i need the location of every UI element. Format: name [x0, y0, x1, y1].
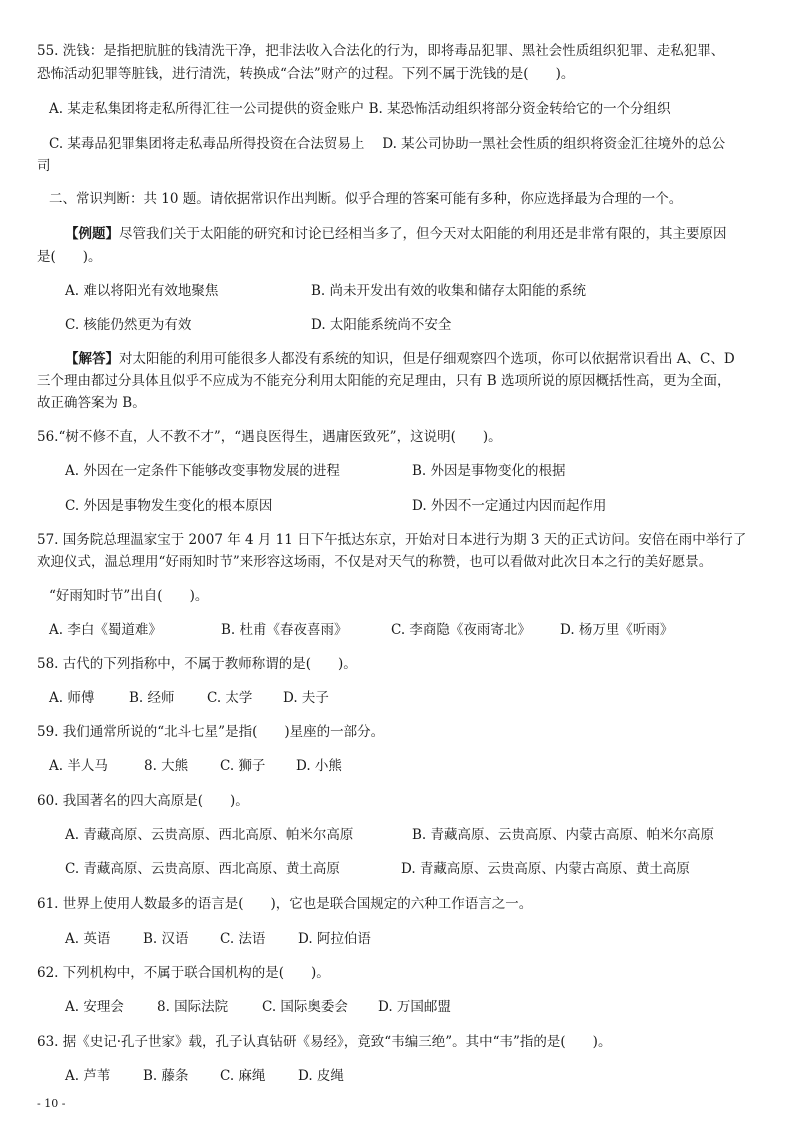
q60-option-d: D. 青藏高原、云贵高原、内蒙古高原、黄土高原 — [401, 861, 690, 877]
q57-stem-line1: 57. 国务院总理温家宝于 2007 年 4 月 11 日下午抵达东京，开始对日本进行为期 3 天的正式访问。安倍在雨中举行了 — [37, 532, 747, 548]
q63-option-d: D. 皮绳 — [298, 1068, 344, 1084]
q55-stem-line2: 恐怖活动犯罪等脏钱，进行清洗，转换成“合法”财产的过程。下列不属于洗钱的是( )。 — [37, 66, 575, 82]
q57-stem-line2: 欢迎仪式，温总理用“好雨知时节”来形容这场雨，不仅是对天气的称赞，也可以看做对此次日本之行的美好愿景。 — [37, 554, 713, 570]
q63-stem: 63. 据《史记·孔子世家》载，孔子认真钻研《易经》，竟致“韦编三绝”。其中“韦”指的是( )。 — [37, 1034, 612, 1050]
q61-option-b: B. 汉语 — [143, 931, 189, 947]
q60-option-c: C. 青藏高原、云贵高原、西北高原、黄土高原 — [65, 861, 340, 877]
q63-option-b: B. 藤条 — [143, 1068, 189, 1084]
answer-tag: 【解答】 — [65, 351, 119, 367]
q55-options-cd: C. 某毒品犯罪集团将走私毒品所得投资在合法贸易上 D. 某公司协助一黑社会性质的组织将资金汇往境外的总公 — [49, 136, 726, 152]
q62-option-a: A. 安理会 — [65, 999, 124, 1015]
q59-option-b: 8. 大熊 — [144, 758, 189, 774]
q61-option-a: A. 英语 — [65, 931, 111, 947]
example-option-a: A. 难以将阳光有效地聚焦 — [65, 283, 219, 299]
q56-option-d: D. 外因不一定通过内因而起作用 — [412, 498, 607, 514]
q58-option-c: C. 太学 — [207, 690, 253, 706]
q60-option-b: B. 青藏高原、云贵高原、内蒙古高原、帕米尔高原 — [412, 827, 715, 843]
example-option-b: B. 尚未开发出有效的收集和储存太阳能的系统 — [311, 283, 587, 299]
q63-option-c: C. 麻绳 — [220, 1068, 266, 1084]
q56-option-c: C. 外因是事物发生变化的根本原因 — [65, 498, 273, 514]
answer-line3: 故正确答案为 B。 — [37, 395, 146, 411]
q55-stem-line1: 55. 洗钱：是指把肮脏的钱清洗干净，把非法收入合法化的行为，即将毒品犯罪、黑社会性质组织犯罪、走私犯罪、 — [37, 43, 725, 59]
example-line2: 是( )。 — [37, 249, 102, 265]
q62-option-d: D. 万国邮盟 — [378, 999, 451, 1015]
q57-option-c: C. 李商隐《夜雨寄北》 — [391, 622, 531, 638]
q59-option-a: A. 半人马 — [49, 758, 108, 774]
q60-stem: 60. 我国著名的四大高原是( )。 — [37, 793, 249, 809]
q58-option-a: A. 师傅 — [49, 690, 95, 706]
answer-text: 对太阳能的利用可能很多人都没有系统的知识，但是仔细观察四个选项，你可以依据常识看出 A、C、D — [119, 351, 735, 367]
q62-option-c: C. 国际奥委会 — [262, 999, 348, 1015]
q61-option-d: D. 阿拉伯语 — [298, 931, 371, 947]
q60-option-a: A. 青藏高原、云贵高原、西北高原、帕米尔高原 — [65, 827, 354, 843]
answer-line2: 三个理由都过分具体且似乎不应成为不能充分利用太阳能的充足理由，只有 B 选项所说的原因概括性高，更为全面， — [37, 373, 731, 389]
q56-option-b: B. 外因是事物变化的根据 — [412, 463, 566, 479]
q58-stem: 58. 古代的下列指称中，不属于教师称谓的是( )。 — [37, 656, 357, 672]
q55-options-ab: A. 某走私集团将走私所得汇往一公司提供的资金账户 B. 某恐怖活动组织将部分资金转给它的一个分组织 — [49, 101, 671, 117]
q57-option-d: D. 杨万里《听雨》 — [560, 622, 674, 638]
example-option-d: D. 太阳能系统尚不安全 — [311, 317, 452, 333]
q57-option-a: A. 李白《蜀道难》 — [49, 622, 162, 638]
answer-line1 — [65, 350, 735, 368]
q61-stem: 61. 世界上使用人数最多的语言是( )，它也是联合国规定的六种工作语言之一。 — [37, 896, 533, 912]
q61-option-c: C. 法语 — [220, 931, 266, 947]
q59-stem: 59. 我们通常所说的“北斗七星”是指( )星座的一部分。 — [37, 724, 385, 740]
q58-option-d: D. 夫子 — [283, 690, 329, 706]
q56-stem: 56.“树不修不直，人不教不才”，“遇良医得生，遇庸医致死”，这说明( )。 — [37, 429, 502, 445]
q57-stem-line3: “好雨知时节”出自( )。 — [49, 588, 209, 604]
example-option-c: C. 核能仍然更为有效 — [65, 317, 192, 333]
q59-option-c: C. 狮子 — [220, 758, 266, 774]
q56-option-a: A. 外因在一定条件下能够改变事物发展的进程 — [65, 463, 340, 479]
q62-stem: 62. 下列机构中，不属于联合国机构的是( )。 — [37, 965, 330, 981]
q55-option-d-continued: 司 — [37, 158, 51, 174]
q58-option-b: B. 经师 — [129, 690, 175, 706]
example-line1 — [65, 225, 727, 243]
q62-option-b: 8. 国际法院 — [157, 999, 229, 1015]
q59-option-d: D. 小熊 — [296, 758, 342, 774]
section-heading: 二、常识判断：共 10 题。请依据常识作出判断。似乎合理的答案可能有多种，你应选择最为合理的一个。 — [49, 191, 683, 207]
q63-option-a: A. 芦苇 — [65, 1068, 111, 1084]
example-tag: 【例题】 — [65, 226, 119, 242]
q57-option-b: B. 杜甫《春夜喜雨》 — [221, 622, 348, 638]
page-number: - 10 - — [37, 1097, 66, 1110]
example-text: 尽管我们关于太阳能的研究和讨论已经相当多了，但今天对太阳能的利用还是非常有限的，其主要原因 — [119, 226, 727, 242]
